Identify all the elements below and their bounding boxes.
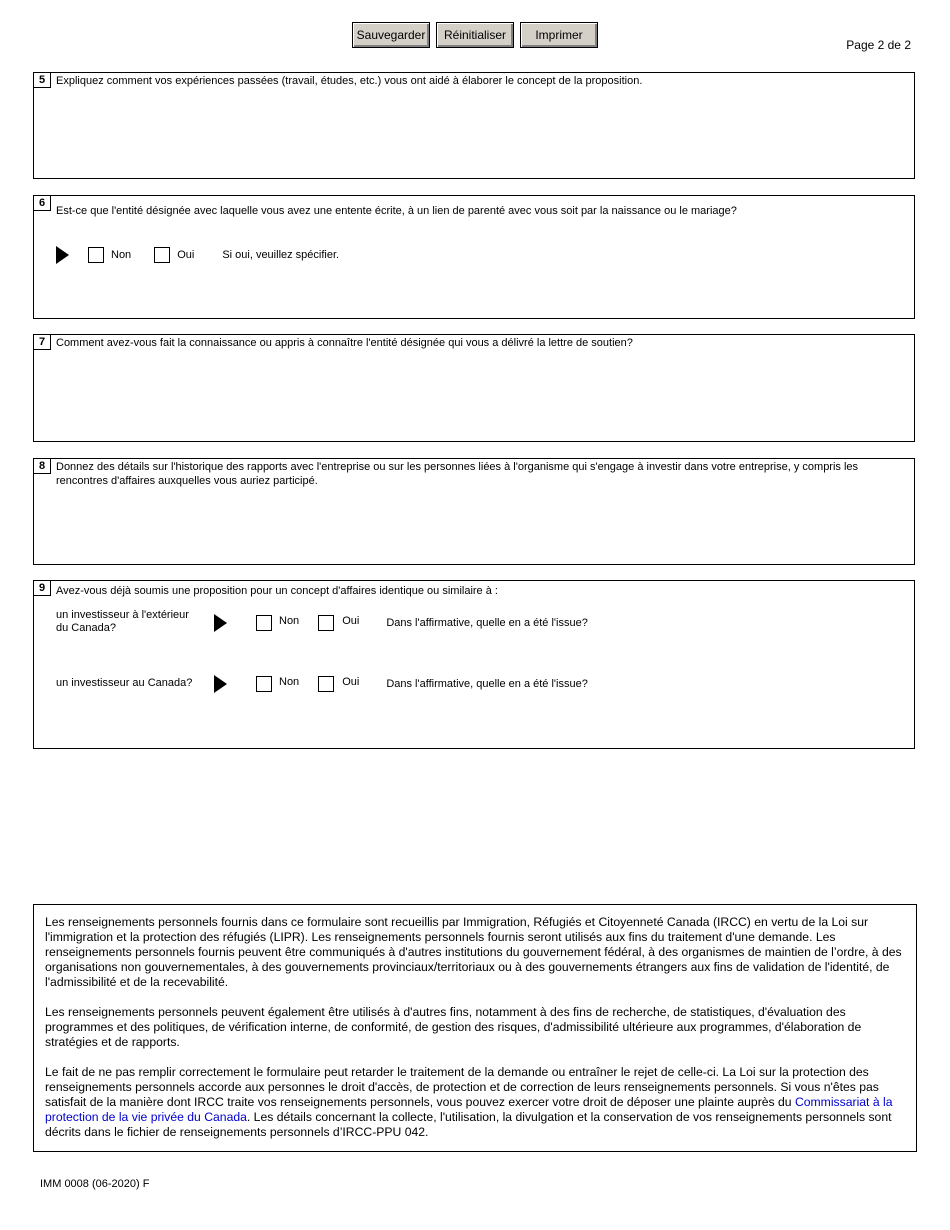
page-number: Page 2 de 2 xyxy=(846,38,911,52)
arrow-right-icon xyxy=(214,675,227,693)
section-question: Est-ce que l'entité désignée avec laquelle vous avez une entente écrite, à un lien de parenté avec vous soit par la naissance ou le mariage? xyxy=(56,205,737,217)
privacy-text: Le fait de ne pas remplir correctement le formulaire peut retarder le traitement de la demande ou entraîner le rejet de celle-ci. La Loi sur la protection des renseignements personnels accorde aux personnes le droit d'accès, de protection et de correction de leurs renseignements personnels. Si vous n'êtes pas satisfait de la manière dont IRCC traite vos renseignements personnels, vous pouvez exercer votre droit de déposer une plainte auprès du xyxy=(45,1065,879,1109)
print-button[interactable]: Imprimer xyxy=(520,22,598,48)
privacy-paragraph-2: Les renseignements personnels peuvent également être utilisés à d'autres fins, notamment à des fins de recherche, de statistiques, d'évaluation des programmes et des politiques, de vérification interne, de conformité, de gestion des risques, d'admissibilité ultérieure aux programmes, d'élaboration de stratégies et de rapports. xyxy=(45,1005,862,1049)
specify-label: Si oui, veuillez spécifier. xyxy=(222,249,340,261)
section-question: Comment avez-vous fait la connaissance ou appris à connaître l'entité désignée qui vous a délivré la lettre de soutien? xyxy=(56,337,633,349)
outside-answer-row xyxy=(214,614,588,632)
section-8[interactable] xyxy=(33,458,915,565)
investor-canada-label: un investisseur au Canada? xyxy=(56,677,193,689)
canada-yes-checkbox[interactable] xyxy=(318,676,334,692)
no-label: Non xyxy=(279,614,300,627)
privacy-notice xyxy=(33,904,917,1152)
arrow-right-icon xyxy=(56,246,69,264)
privacy-text: . Les détails concernant la collecte, l'utilisation, la divulgation et la conservation de vos renseignements personnels sont décrits dans le fichier de renseignements personnels d’IRCC-PPU 042. xyxy=(45,1110,892,1139)
save-button[interactable]: Sauvegarder xyxy=(352,22,430,48)
reset-button[interactable]: Réinitialiser xyxy=(436,22,514,48)
yes-label: Oui xyxy=(177,249,195,261)
canada-answer-row xyxy=(214,675,588,693)
relation-answer-row xyxy=(56,246,339,264)
section-question: Avez-vous déjà soumis une proposition pour un concept d'affaires identique ou similaire à : xyxy=(56,585,498,597)
section-number: 8 xyxy=(33,458,51,474)
outcome-label: Dans l'affirmative, quelle en a été l'issue? xyxy=(386,617,588,629)
privacy-paragraph-1: Les renseignements personnels fournis dans ce formulaire sont recueillis par Immigration, Réfugiés et Citoyenneté Canada (IRCC) en vertu de la Loi sur l'immigration et la protection des réfugiés (LIPR). Les renseignements personnels fournis seront utilisés aux fins du traitement d'une demande. Les renseignements personnels fournis peuvent être communiqués à d'autres institutions du gouvernement fédéral, à des organismes de maintien de l’ordre, à des organisations non gouvernementales, à des gouvernements provinciaux/territoriaux ou à des gouvernements étrangers aux fins de validation de l'identité, de l'admissibilité et de la recevabilité. xyxy=(45,915,902,989)
outcome-label: Dans l'affirmative, quelle en a été l'issue? xyxy=(386,678,588,690)
relation-no-checkbox[interactable] xyxy=(88,247,104,263)
form-code: IMM 0008 (06-2020) F xyxy=(40,1178,150,1190)
investor-outside-label: un investisseur à l'extérieur du Canada? xyxy=(56,609,189,634)
no-label: Non xyxy=(111,249,132,261)
outside-yes-checkbox[interactable] xyxy=(318,615,334,631)
section-5[interactable] xyxy=(33,72,915,179)
section-number: 7 xyxy=(33,334,51,350)
privacy-commissioner-link[interactable]: Commissariat à la protection de la vie privée du Canada xyxy=(45,1095,893,1124)
section-question: Donnez des détails sur l'historique des rapports avec l'entreprise ou sur les personnes liées à l'organisme qui s'engage à investir dans votre entreprise, y compris les rencontres d'affaires auxquelles vous auriez participé. xyxy=(56,461,859,487)
relation-yes-checkbox[interactable] xyxy=(154,247,170,263)
privacy-paragraph-3 xyxy=(45,1065,906,1140)
yes-label: Oui xyxy=(342,675,360,688)
section-number: 5 xyxy=(33,72,51,88)
section-question: Expliquez comment vos expériences passées (travail, études, etc.) vous ont aidé à élaborer le concept de la proposition. xyxy=(56,75,643,87)
form-toolbar xyxy=(352,22,598,48)
section-7[interactable] xyxy=(33,334,915,442)
arrow-right-icon xyxy=(214,614,227,632)
section-number: 6 xyxy=(33,195,51,211)
section-6[interactable] xyxy=(33,195,915,319)
outside-no-checkbox[interactable] xyxy=(256,615,272,631)
section-number: 9 xyxy=(33,580,51,596)
yes-label: Oui xyxy=(342,614,360,627)
canada-no-checkbox[interactable] xyxy=(256,676,272,692)
section-9 xyxy=(33,580,915,749)
no-label: Non xyxy=(279,675,300,688)
